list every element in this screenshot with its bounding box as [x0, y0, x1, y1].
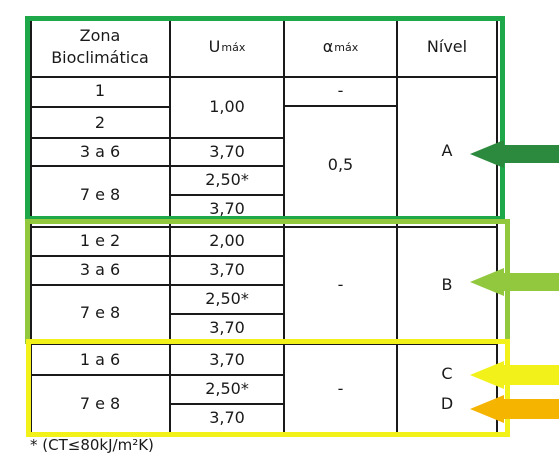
u-cell: 3,70 — [209, 142, 245, 161]
zona-cell: 7 e 8 — [79, 394, 121, 413]
grid-line — [30, 16, 32, 434]
alpha-cell: - — [337, 81, 344, 100]
grid-line — [30, 76, 498, 78]
zona-cell: 2 — [94, 113, 106, 132]
nivel-cell-b: B — [441, 275, 453, 294]
u-cell: 2,50* — [205, 379, 249, 398]
u-cell: 2,50* — [205, 170, 249, 189]
u-cell: 3,70 — [209, 408, 245, 427]
footnote: * (CT≤80kJ/m²K) — [30, 436, 154, 454]
u-cell: 1,00 — [209, 97, 245, 116]
zona-cell: 1 e 2 — [79, 231, 121, 250]
grid-line — [170, 284, 284, 286]
grid-line — [169, 16, 171, 434]
nivel-cell-d: D — [440, 394, 454, 413]
nivel-cell-c: C — [441, 364, 453, 383]
header-umax: U máx — [208, 37, 246, 56]
grid-line — [30, 374, 170, 376]
grid-line — [284, 105, 397, 107]
u-cell: 3,70 — [209, 260, 245, 279]
u-cell: 3,70 — [209, 199, 245, 218]
grid-line — [396, 16, 398, 434]
header-zona — [30, 18, 170, 76]
grid-line — [170, 255, 284, 257]
grid-line — [170, 137, 284, 139]
grid-line — [30, 137, 170, 139]
zona-cell: 1 — [94, 81, 106, 100]
header-zona-line2: Bioclimática — [51, 48, 149, 67]
zona-cell: 1 a 6 — [79, 350, 121, 369]
alpha-cell: 0,5 — [327, 155, 354, 174]
grid-line — [170, 165, 284, 167]
alpha-cell: - — [337, 379, 344, 398]
level-b-arrow-icon — [470, 266, 559, 298]
zona-cell: 3 a 6 — [79, 260, 121, 279]
grid-line — [170, 194, 284, 196]
grid-line — [30, 106, 170, 108]
grid-line — [30, 226, 498, 228]
u-cell: 2,50* — [205, 289, 249, 308]
header-alpha-max: α máx — [322, 37, 359, 56]
level-d-arrow-icon — [470, 394, 559, 424]
zona-cell: 7 e 8 — [79, 185, 121, 204]
level-c-arrow-icon — [470, 360, 559, 390]
alpha-cell: - — [337, 275, 344, 294]
u-cell: 2,00 — [209, 231, 245, 250]
grid-line — [30, 284, 170, 286]
header-zona-line1: Zona — [79, 26, 121, 45]
grid-line — [30, 16, 498, 18]
grid-line — [30, 343, 498, 345]
grid-line — [30, 165, 170, 167]
header-nivel: Nível — [426, 37, 468, 56]
u-cell: 3,70 — [209, 350, 245, 369]
level-a-arrow-icon — [470, 138, 559, 170]
grid-line — [30, 432, 498, 434]
grid-line — [170, 403, 284, 405]
zona-cell: 7 e 8 — [79, 303, 121, 322]
grid-line — [30, 255, 170, 257]
zona-cell: 3 a 6 — [79, 142, 121, 161]
grid-line — [170, 313, 284, 315]
grid-line — [283, 16, 285, 434]
grid-line — [170, 374, 284, 376]
nivel-cell-a: A — [441, 141, 453, 160]
u-cell: 3,70 — [209, 318, 245, 337]
